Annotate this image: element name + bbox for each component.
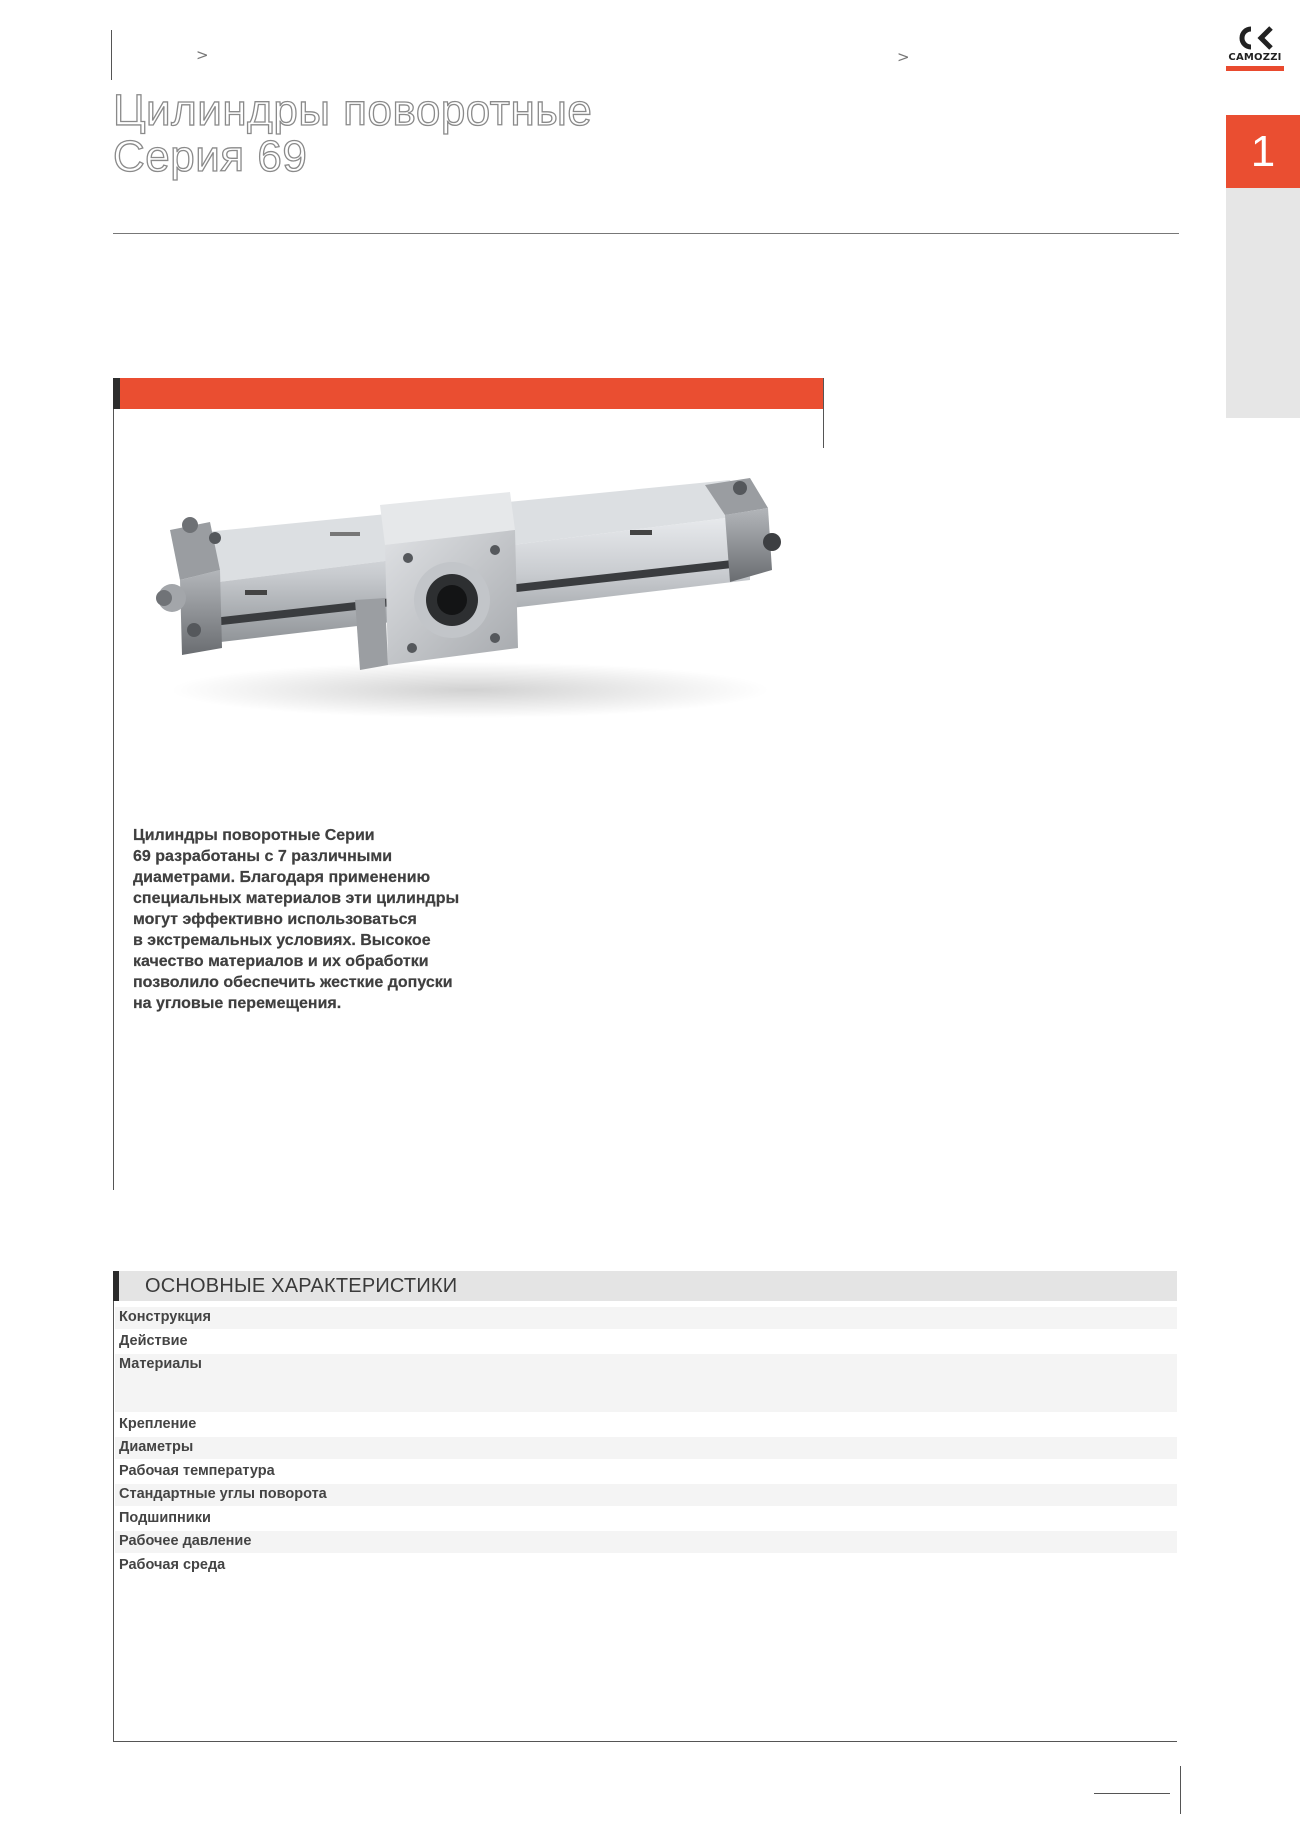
table-row bbox=[115, 1307, 1177, 1329]
rotary-cylinder-image bbox=[150, 470, 790, 730]
row-label: Рабочее давление bbox=[119, 1533, 252, 1549]
characteristics-header-marker bbox=[113, 1271, 119, 1301]
section-number: 1 bbox=[1250, 127, 1276, 176]
camozzi-logo bbox=[1226, 26, 1284, 76]
row-label: Рабочая среда bbox=[119, 1557, 226, 1573]
description-line: позволило обеспечить жесткие допуски bbox=[133, 974, 453, 991]
row-label: Конструкция bbox=[119, 1309, 211, 1325]
row-label: Диаметры bbox=[119, 1439, 194, 1455]
footer-rule bbox=[1094, 1793, 1170, 1794]
product-description bbox=[133, 825, 493, 1014]
description-line: в экстремальных условиях. Высокое bbox=[133, 932, 431, 949]
row-label: Действие bbox=[119, 1333, 188, 1349]
description-line: специальных материалов эти цилиндры bbox=[133, 890, 460, 907]
page-title-line-2: Серия 69 bbox=[113, 132, 308, 181]
table-row bbox=[115, 1414, 1177, 1436]
characteristics-heading: ОСНОВНЫЕ ХАРАКТЕРИСТИКИ bbox=[145, 1275, 458, 1297]
table-row bbox=[115, 1461, 1177, 1483]
table-row bbox=[115, 1531, 1177, 1553]
description-line: на угловые перемещения. bbox=[133, 995, 342, 1012]
breadcrumb-separator: > bbox=[196, 46, 209, 64]
row-label: Стандартные углы поворота bbox=[119, 1486, 327, 1502]
table-row bbox=[115, 1508, 1177, 1530]
table-row bbox=[115, 1331, 1177, 1353]
row-label: Материалы bbox=[119, 1356, 202, 1372]
card-right-border bbox=[823, 378, 824, 448]
camozzi-logo-mark bbox=[1237, 26, 1273, 50]
title-rule bbox=[113, 233, 1179, 234]
row-label: Крепление bbox=[119, 1416, 197, 1432]
description-line: могут эффективно использоваться bbox=[133, 911, 417, 928]
card-header-marker bbox=[113, 378, 120, 409]
row-label: Рабочая температура bbox=[119, 1463, 275, 1479]
logo-accent-bar bbox=[1226, 66, 1284, 71]
characteristics-bottom-border bbox=[113, 1741, 1177, 1742]
description-line: Цилиндры поворотные Серии bbox=[133, 827, 375, 844]
table-row bbox=[115, 1354, 1177, 1412]
page-title-line-1: Цилиндры поворотные bbox=[113, 86, 593, 135]
table-row bbox=[115, 1437, 1177, 1459]
card-left-border bbox=[113, 378, 114, 1190]
characteristics-left-border bbox=[113, 1301, 114, 1741]
table-row bbox=[115, 1555, 1177, 1577]
footer-divider bbox=[1180, 1766, 1181, 1814]
description-line: качество материалов и их обработки bbox=[133, 953, 429, 970]
description-line: 69 разработаны с 7 различными bbox=[133, 848, 393, 865]
description-line: диаметрами. Благодаря применению bbox=[133, 869, 431, 886]
breadcrumb-separator: > bbox=[897, 48, 910, 66]
table-row bbox=[115, 1484, 1177, 1506]
row-label: Подшипники bbox=[119, 1510, 211, 1526]
header-divider bbox=[111, 30, 112, 80]
card-header-bar bbox=[120, 378, 824, 409]
logo-text: CAMOZZI bbox=[1228, 52, 1282, 63]
